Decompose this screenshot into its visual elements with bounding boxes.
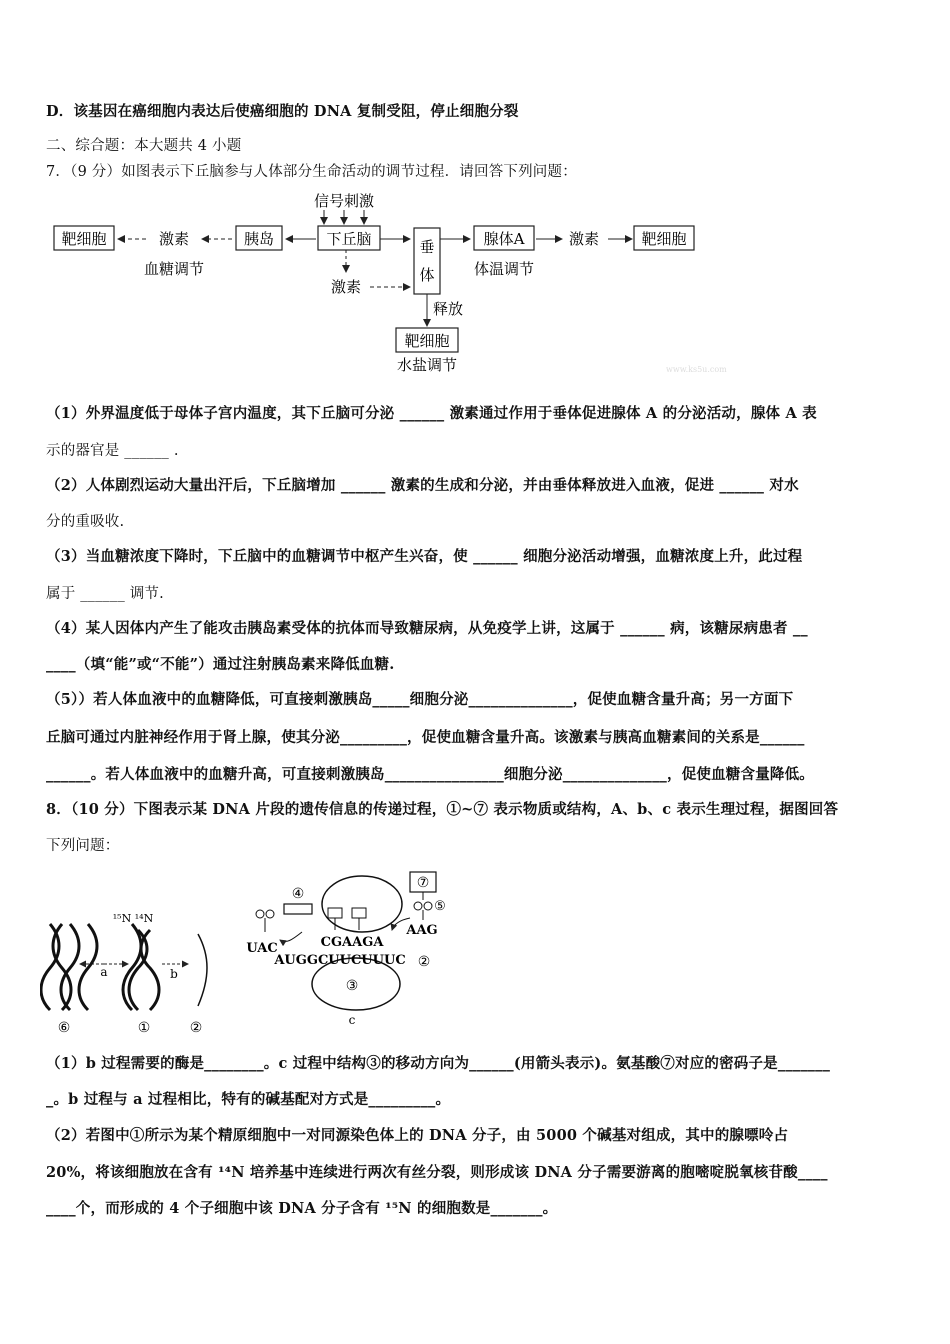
mrna-strand: [198, 934, 207, 1006]
label-aag: AAG: [406, 923, 438, 938]
q7-line-1: （1）外界温度低于母体子宫内温度，其下丘脑可分泌 ______ 激素通过作用于垂体促进腺体 A 的分泌活动，腺体 A 表: [46, 405, 817, 422]
label-mrna-seq: AUGGCUUCUUUC: [274, 953, 406, 968]
label-blood-sugar-regulation: 血糖调节: [143, 260, 205, 278]
q7-line-7: （4）某人因体内产生了能攻击胰岛素受体的抗体而导致糖尿病，从免疫学上讲，这属于 ______ 病，该糖尿病患者 __: [46, 620, 808, 637]
label-pancreatic-islet: 胰岛: [243, 230, 275, 248]
label-num-2-left: ②: [189, 1020, 203, 1036]
peptide-chain: [284, 904, 312, 914]
label-num-2-right: ②: [417, 954, 431, 970]
dna-helix-middle: [79, 924, 141, 1010]
label-body-temp-regulation: 体温调节: [473, 260, 535, 278]
trna-right: [414, 902, 432, 920]
section-title: 二、综合题：本大题共 4 小题: [46, 138, 242, 154]
label-signal-stimulus: 信号刺激: [313, 192, 375, 210]
label-14n: ¹⁴N: [134, 912, 154, 925]
q7-line-11: ______。若人体血液中的血糖升高，可直接刺激胰岛________________细胞分泌______________，促使血糖含量降低。: [46, 766, 814, 783]
label-target-cell-bottom: 靶细胞: [404, 332, 450, 350]
label-num-7: ⑦: [416, 875, 430, 891]
option-d: D．该基因在癌细胞内表达后使癌细胞的 DNA 复制受阻，停止细胞分裂: [46, 103, 519, 120]
dna-helix-6: [41, 924, 79, 1010]
trna-left: [256, 910, 274, 932]
q7-regulation-diagram: [46, 186, 766, 386]
label-hormone-right: 激素: [568, 230, 600, 248]
label-c: c: [348, 1013, 356, 1027]
q7-line-9: （5））若人体血液中的血糖降低，可直接刺激胰岛_____细胞分泌______________，促使血糖含量升高；另一方面下: [46, 691, 794, 708]
label-water-salt-regulation: 水盐调节: [396, 356, 458, 374]
q8-stem-2: 下列问题：: [46, 838, 120, 854]
label-15n: ¹⁵N: [112, 912, 132, 925]
label-num-3: ③: [345, 978, 359, 994]
q7-line-6: 属于 ______ 调节.: [46, 586, 164, 602]
dna-helix-1: [129, 930, 159, 1010]
q8-line-4: 20%，将该细胞放在含有 ¹⁴N 培养基中连续进行两次有丝分裂，则形成该 DNA 分子需要游离的胞嘧啶脱氧核苷酸____: [46, 1164, 828, 1181]
q7-line-2: 示的器官是 ______ .: [46, 443, 179, 459]
q8-line-1: （1）b 过程需要的酶是________。c 过程中结构③的移动方向为______(用箭头表示)。氨基酸⑦对应的密码子是_______: [46, 1055, 831, 1072]
label-trna-bases: CGAAGA: [320, 935, 384, 950]
watermark: www.ks5u.com: [666, 365, 727, 374]
label-release: 释放: [432, 300, 464, 318]
label-gland-a: 腺体A: [483, 230, 525, 248]
label-a: a: [100, 965, 108, 979]
q7-line-3: （2）人体剧烈运动大量出汗后，下丘脑增加 ______ 激素的生成和分泌，并由垂体释放进入血液，促进 ______ 对水: [46, 477, 799, 494]
q7-stem: 7．（9 分）如图表示下丘脑参与人体部分生命活动的调节过程．请回答下列问题：: [46, 164, 577, 180]
label-num-5: ⑤: [434, 899, 446, 914]
label-num-1: ①: [137, 1020, 151, 1036]
label-b: b: [170, 967, 178, 981]
label-uac: UAC: [246, 941, 278, 956]
label-num-6: ⑥: [57, 1020, 71, 1036]
q7-line-8: ____（填“能”或“不能”）通过注射胰岛素来降低血糖.: [46, 656, 395, 673]
q7-line-4: 分的重吸收.: [46, 514, 125, 530]
label-pituitary-bottom: 体: [419, 266, 435, 284]
q8-line-5: ____个，而形成的 4 个子细胞中该 DNA 分子含有 ¹⁵N 的细胞数是_______。: [46, 1200, 558, 1217]
label-target-cell-right: 靶细胞: [641, 230, 687, 248]
label-target-cell-left: 靶细胞: [61, 230, 107, 248]
label-hormone-lower: 激素: [330, 278, 362, 296]
label-pituitary-top: 垂: [419, 238, 435, 256]
q7-line-10: 丘脑可通过内脏神经作用于肾上腺，使其分泌_________，促使血糖含量升高。该激素与胰高血糖素间的关系是______: [46, 729, 805, 746]
q8-line-2: _。b 过程与 a 过程相比，特有的碱基配对方式是_________。: [46, 1091, 451, 1108]
q8-dna-diagram: [40, 860, 500, 1036]
label-num-4: ④: [291, 886, 305, 902]
trna-middle-2: [352, 908, 366, 930]
q8-line-3: （2）若图中①所示为某个精原细胞中一对同源染色体上的 DNA 分子，由 5000 个碱基对组成，其中的腺嘌呤占: [46, 1127, 789, 1144]
label-hormone-left: 激素: [158, 230, 190, 248]
q8-stem-1: 8．（10 分）下图表示某 DNA 片段的遗传信息的传递过程，①~⑦ 表示物质或结构，A、b、c 表示生理过程，据图回答: [46, 801, 839, 818]
ribosome-large-subunit: [322, 876, 402, 932]
label-hypothalamus: 下丘脑: [326, 230, 372, 248]
q7-line-5: （3）当血糖浓度下降时，下丘脑中的血糖调节中枢产生兴奋，使 ______ 细胞分泌活动增强，血糖浓度上升，此过程: [46, 548, 803, 565]
